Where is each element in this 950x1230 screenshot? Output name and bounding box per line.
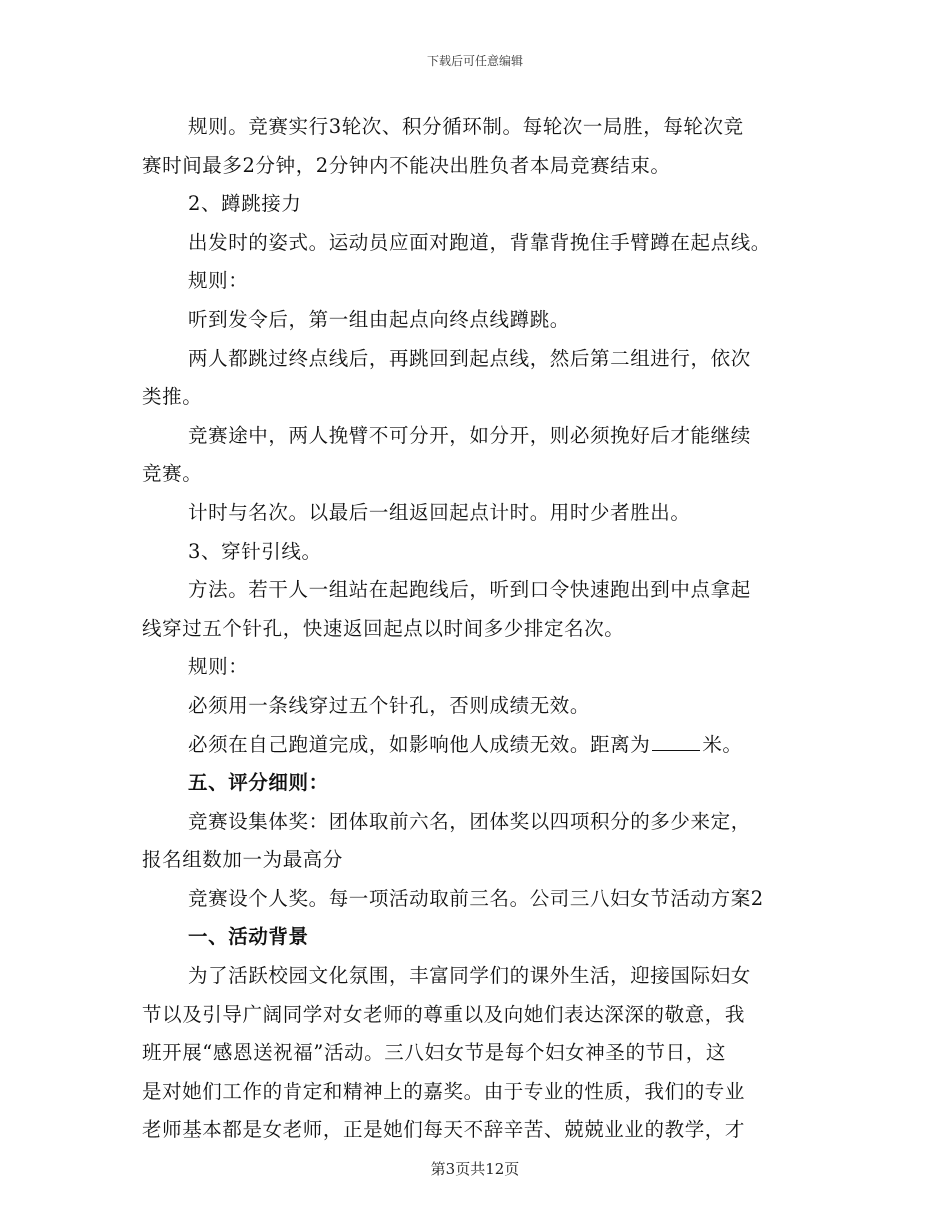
section-heading: 3、穿针引线。	[188, 539, 322, 563]
paragraph-line: 报名组数加一为最高分	[142, 848, 344, 872]
paragraph-line: 竞赛设集体奖：团体取前六名，团体奖以四项积分的多少来定，	[188, 809, 751, 833]
section-heading: 2、蹲跳接力	[188, 192, 302, 216]
paragraph-line: 规则。竞赛实行3轮次、积分循环制。每轮次一局胜，每轮次竞	[188, 115, 744, 138]
document-body	[142, 108, 822, 1150]
paragraph-line: 规则：	[188, 269, 249, 293]
paragraph-line: 是对她们工作的肯定和精神上的嘉奖。由于专业的性质，我们的专业	[142, 1079, 746, 1103]
distance-unit: 米。	[702, 732, 743, 756]
paragraph-line: 老师基本都是女老师，正是她们每天不辞辛苦、兢兢业业的教学，才	[142, 1118, 746, 1142]
paragraph-line: 规则：	[188, 655, 249, 679]
paragraph-line: 赛时间最多2分钟，2分钟内不能决出胜负者本局竞赛结束。	[142, 153, 671, 177]
paragraph-line: 节以及引导广阔同学对女老师的尊重以及向她们表达深深的敬意，我	[142, 1002, 746, 1026]
paragraph-line: 计时与名次。以最后一组返回起点计时。用时少者胜出。	[188, 500, 691, 524]
paragraph-line: 类推。	[142, 385, 203, 409]
paragraph-line: 竞赛。	[142, 462, 203, 486]
paragraph-line: 竞赛设个人奖。每一项活动取前三名。公司三八妇女节活动方案2	[188, 886, 764, 910]
paragraph-line: 线穿过五个针孔，快速返回起点以时间多少排定名次。	[142, 616, 625, 640]
section-heading: 一、活动背景	[188, 925, 309, 949]
paragraph-line: 为了活跃校园文化氛围，丰富同学们的课外生活，迎接国际妇女	[188, 964, 751, 988]
header-note: 下载后可任意编辑	[426, 54, 523, 68]
paragraph-line: 出发时的姿式。运动员应面对跑道，背靠背挽住手臂蹲在起点线。	[188, 230, 771, 254]
section-heading: 五、评分细则：	[188, 771, 329, 795]
paragraph-line: 方法。若干人一组站在起跑线后，听到口令快速跑出到中点拿起	[188, 578, 751, 602]
paragraph-line	[142, 726, 822, 765]
paragraph-line: 听到发令后，第一组由起点向终点线蹲跳。	[188, 307, 570, 331]
paragraph-line: 必须用一条线穿过五个针孔，否则成绩无效。	[188, 693, 591, 717]
page-number: 第3页共12页	[430, 1160, 520, 1178]
fill-in-blank	[652, 734, 700, 751]
paragraph-line: 两人都跳过终点线后，再跳回到起点线，然后第二组进行，依次	[188, 346, 751, 370]
distance-text: 必须在自己跑道完成，如影响他人成绩无效。距离为	[188, 732, 651, 756]
paragraph-line: 竞赛途中，两人挽臂不可分开，如分开，则必须挽好后才能继续	[188, 423, 751, 447]
paragraph-line: 班开展“感恩送祝福”活动。三八妇女节是每个妇女神圣的节日，这	[142, 1041, 726, 1065]
